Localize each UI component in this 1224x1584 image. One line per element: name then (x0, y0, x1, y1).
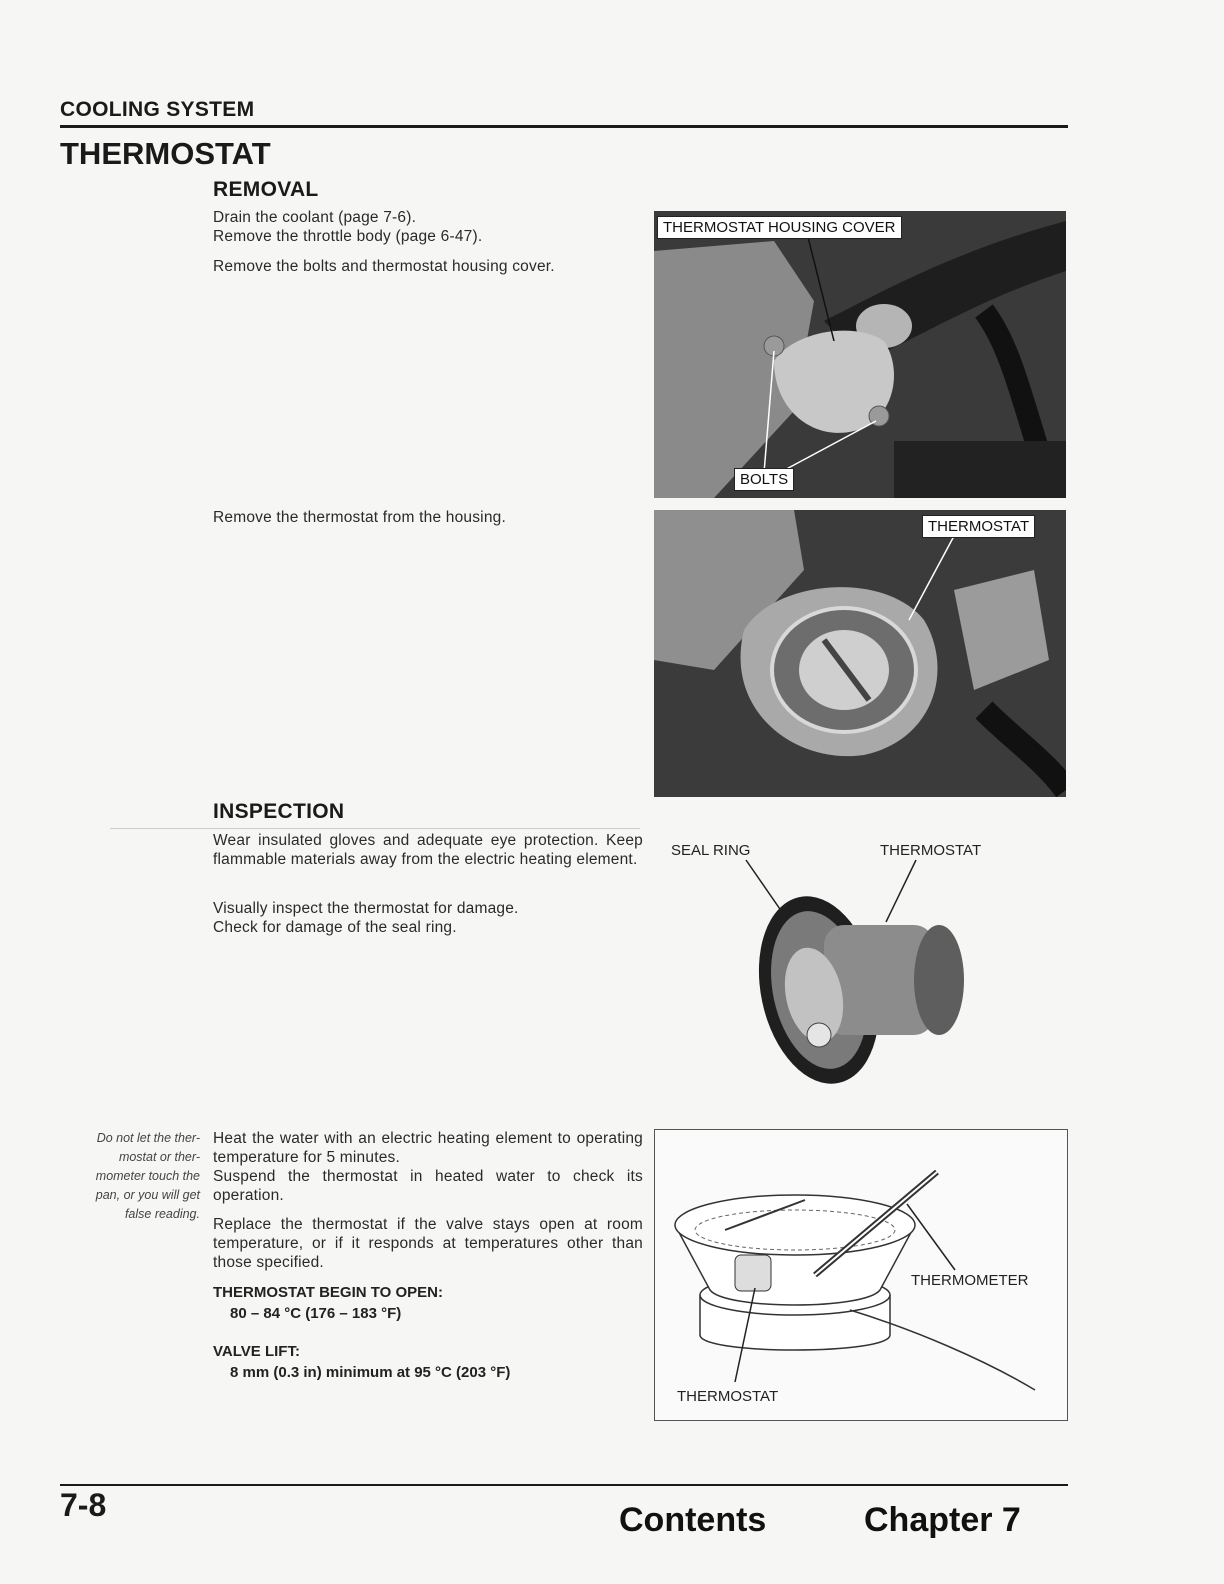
chapter-link[interactable]: Chapter 7 (864, 1501, 1021, 1539)
photo-thermostat-housing-cover (654, 211, 1066, 498)
spec-open-value: 80 – 84 °C (176 – 183 °F) (230, 1305, 402, 1322)
thermostat-valve-shape (807, 1023, 831, 1047)
inspection-rule (110, 828, 640, 829)
removal-step-1-line-2: Remove the throttle body (page 6-47). (213, 228, 483, 245)
side-note-line-2: mostat or ther- (118, 1150, 200, 1164)
thermostat-seal-ring-illustration (654, 830, 1066, 1090)
label-thermostat-test: THERMOSTAT (677, 1388, 779, 1405)
inspection-check-1: Visually inspect the thermostat for damage. (213, 900, 519, 917)
photo-thermostat-in-housing (654, 510, 1066, 797)
side-note-line-3: mometer touch the (95, 1169, 200, 1183)
figure-thermostat-seal-ring (654, 830, 1066, 1090)
label-bolts: BOLTS (734, 468, 794, 491)
removal-step-1-line-1: Drain the coolant (page 7-6). (213, 209, 417, 226)
test-para-1: Heat the water with an electric heating element to operating temperature for 5 minutes. (213, 1130, 643, 1166)
leader-thermostat (886, 860, 916, 922)
spec-open-heading: THERMOSTAT BEGIN TO OPEN: (213, 1284, 444, 1301)
side-note-line-4: pan, or you will get (95, 1188, 200, 1202)
side-note-line-1: Do not let the ther- (96, 1131, 200, 1145)
inspection-check-2: Check for damage of the seal ring. (213, 919, 457, 936)
label-seal-ring: SEAL RING (671, 842, 751, 859)
removal-step-1 (213, 208, 633, 246)
removal-heading: REMOVAL (213, 178, 319, 201)
section-label: COOLING SYSTEM (60, 98, 255, 121)
label-housing-cover: THERMOSTAT HOUSING COVER (657, 216, 902, 239)
thermostat-in-water-shape (735, 1255, 771, 1291)
contents-link[interactable]: Contents (619, 1501, 767, 1539)
spec-lift-value: 8 mm (0.3 in) minimum at 95 °C (203 °F) (230, 1364, 511, 1381)
bottom-shadow-shape (894, 441, 1066, 498)
side-note-line-5: false reading. (124, 1207, 200, 1221)
test-para-2: Suspend the thermostat in heated water to check its operation. (213, 1168, 643, 1204)
thermostat-end-shape (914, 925, 964, 1035)
label-thermometer: THERMOMETER (911, 1272, 1029, 1289)
leader-thermometer (907, 1204, 955, 1270)
label-thermostat-figure: THERMOSTAT (880, 842, 982, 859)
page-number: 7-8 (60, 1487, 107, 1523)
page-title: THERMOSTAT (60, 136, 271, 171)
label-thermostat-photo: THERMOSTAT (922, 515, 1035, 538)
housing-cover-photo-illustration (654, 211, 1066, 498)
thermostat-in-housing-illustration (654, 510, 1066, 797)
test-para-3: Replace the thermostat if the valve stays open at room temperature, or if it responds at temperatures other than those specified. (213, 1216, 643, 1271)
spec-lift-heading: VALVE LIFT: (213, 1343, 300, 1360)
figure-heating-test (654, 1129, 1068, 1421)
leader-seal-ring (746, 860, 782, 912)
footer-rule (60, 1484, 1068, 1486)
inspection-warning: Wear insulated gloves and adequate eye protection. Keep flammable materials away from the electric heating element. (213, 832, 643, 868)
removal-step-2: Remove the bolts and thermostat housing cover. (213, 258, 555, 275)
header-rule (60, 125, 1068, 128)
side-note (40, 1129, 200, 1224)
inspection-heading: INSPECTION (213, 800, 345, 823)
removal-step-3: Remove the thermostat from the housing. (213, 509, 506, 526)
